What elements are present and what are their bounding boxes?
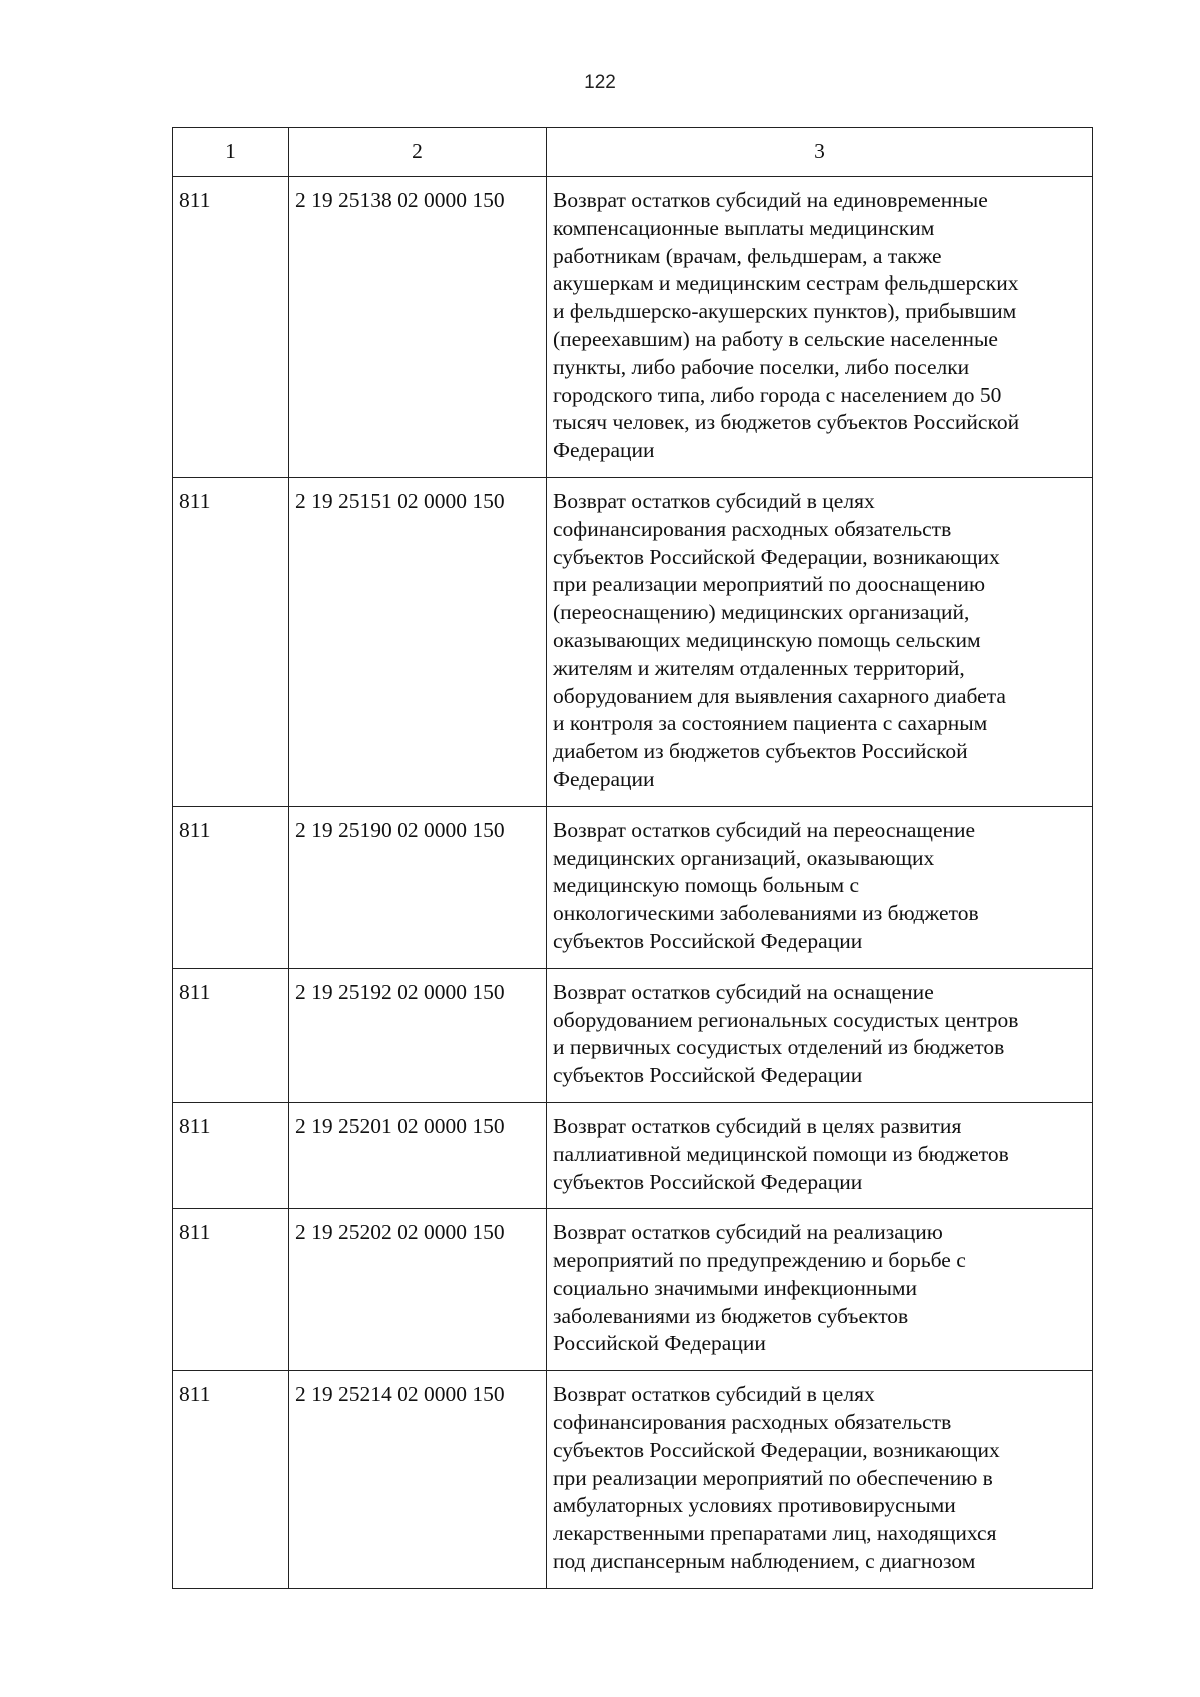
description-line: диабетом из бюджетов субъектов Российской — [553, 739, 968, 764]
description-line: оборудованием для выявления сахарного диабета — [553, 683, 1006, 708]
table-row — [173, 1371, 1093, 1589]
kbk-code-cell: 2 19 25214 02 0000 150 — [289, 1371, 547, 1589]
description-line: и первичных сосудистых отделений из бюджетов — [553, 1035, 1005, 1060]
kbk-code-cell: 2 19 25190 02 0000 150 — [289, 806, 547, 968]
description-line: медицинских организаций, оказывающих — [553, 845, 935, 870]
description-line: заболеваниями из бюджетов субъектов — [553, 1303, 909, 1328]
description-line: тысяч человек, из бюджетов субъектов Российской — [553, 410, 1020, 435]
description-line: Возврат остатков субсидий на переоснащение — [553, 817, 976, 842]
table-row — [173, 1102, 1093, 1208]
description-line: при реализации мероприятий по дооснащению — [553, 572, 986, 597]
description-line: Российской Федерации — [553, 1331, 766, 1356]
description-line: компенсационные выплаты медицинским — [553, 215, 935, 240]
description-cell — [547, 477, 1093, 806]
admin-code-cell: 811 — [173, 1209, 289, 1371]
description-line: акушеркам и медицинским сестрам фельдшерских — [553, 271, 1019, 296]
description-line: Возврат остатков субсидий в целях — [553, 1382, 875, 1407]
description-line: Возврат остатков субсидий в целях — [553, 488, 875, 513]
description-line: работникам (врачам, фельдшерам, а также — [553, 243, 942, 268]
kbk-code-cell: 2 19 25192 02 0000 150 — [289, 968, 547, 1102]
description-line: социально значимыми инфекционными — [553, 1275, 917, 1300]
table-row — [173, 1209, 1093, 1371]
description-line: оказывающих медицинскую помощь сельским — [553, 627, 981, 652]
description-line: и фельдшерско-акушерских пунктов), прибывшим — [553, 299, 1017, 324]
description-line: жителям и жителям отдаленных территорий, — [553, 655, 965, 680]
description-cell — [547, 1371, 1093, 1589]
table-header-row — [173, 128, 1093, 177]
table-row — [173, 177, 1093, 478]
description-line: софинансирования расходных обязательств — [553, 516, 952, 541]
description-line: лекарственными препаратами лиц, находящихся — [553, 1521, 997, 1546]
page-number: 122 — [584, 72, 616, 93]
description-line: Возврат остатков субсидий в целях развития — [553, 1113, 962, 1138]
description-line: Возврат остатков субсидий на реализацию — [553, 1220, 943, 1245]
description-line: пункты, либо рабочие поселки, либо поселки — [553, 354, 970, 379]
description-line: паллиативной медицинской помощи из бюджетов — [553, 1141, 1009, 1166]
description-cell — [547, 806, 1093, 968]
column-header-3: 3 — [547, 128, 1093, 177]
admin-code-cell: 811 — [173, 1102, 289, 1208]
description-line: при реализации мероприятий по обеспечению в — [553, 1465, 993, 1490]
description-cell — [547, 968, 1093, 1102]
admin-code-cell: 811 — [173, 1371, 289, 1589]
description-line: (переехавшим) на работу в сельские населенные — [553, 326, 998, 351]
description-line: онкологическими заболеваниями из бюджетов — [553, 901, 979, 926]
kbk-code-cell: 2 19 25151 02 0000 150 — [289, 477, 547, 806]
admin-code-cell: 811 — [173, 806, 289, 968]
column-header-1: 1 — [173, 128, 289, 177]
description-cell — [547, 177, 1093, 478]
column-header-2: 2 — [289, 128, 547, 177]
admin-code-cell: 811 — [173, 477, 289, 806]
description-line: медицинскую помощь больным с — [553, 873, 860, 898]
table-row — [173, 806, 1093, 968]
description-line: субъектов Российской Федерации — [553, 928, 863, 953]
description-cell — [547, 1209, 1093, 1371]
description-line: и контроля за состоянием пациента с сахарным — [553, 711, 988, 736]
kbk-code-cell: 2 19 25202 02 0000 150 — [289, 1209, 547, 1371]
description-line: Федерации — [553, 438, 655, 463]
description-line: субъектов Российской Федерации, возникающих — [553, 544, 1000, 569]
description-line: субъектов Российской Федерации, возникающих — [553, 1437, 1000, 1462]
table-row — [173, 477, 1093, 806]
budget-codes-table — [172, 127, 1093, 1589]
description-line: субъектов Российской Федерации — [553, 1169, 863, 1194]
description-cell — [547, 1102, 1093, 1208]
kbk-code-cell: 2 19 25138 02 0000 150 — [289, 177, 547, 478]
admin-code-cell: 811 — [173, 177, 289, 478]
table-row — [173, 968, 1093, 1102]
description-line: (переоснащению) медицинских организаций, — [553, 600, 970, 625]
description-line: под диспансерным наблюдением, с диагнозом — [553, 1549, 976, 1574]
description-line: мероприятий по предупреждению и борьбе с — [553, 1248, 966, 1273]
description-line: городского типа, либо города с населением до 50 — [553, 382, 1002, 407]
description-line: оборудованием региональных сосудистых центров — [553, 1007, 1019, 1032]
kbk-code-cell: 2 19 25201 02 0000 150 — [289, 1102, 547, 1208]
description-line: Возврат остатков субсидий на оснащение — [553, 979, 934, 1004]
description-line: Возврат остатков субсидий на единовременные — [553, 188, 988, 212]
description-line: софинансирования расходных обязательств — [553, 1410, 952, 1435]
description-line: Федерации — [553, 766, 655, 791]
description-line: амбулаторных условиях противовирусными — [553, 1493, 956, 1518]
admin-code-cell: 811 — [173, 968, 289, 1102]
description-line: субъектов Российской Федерации — [553, 1063, 863, 1088]
